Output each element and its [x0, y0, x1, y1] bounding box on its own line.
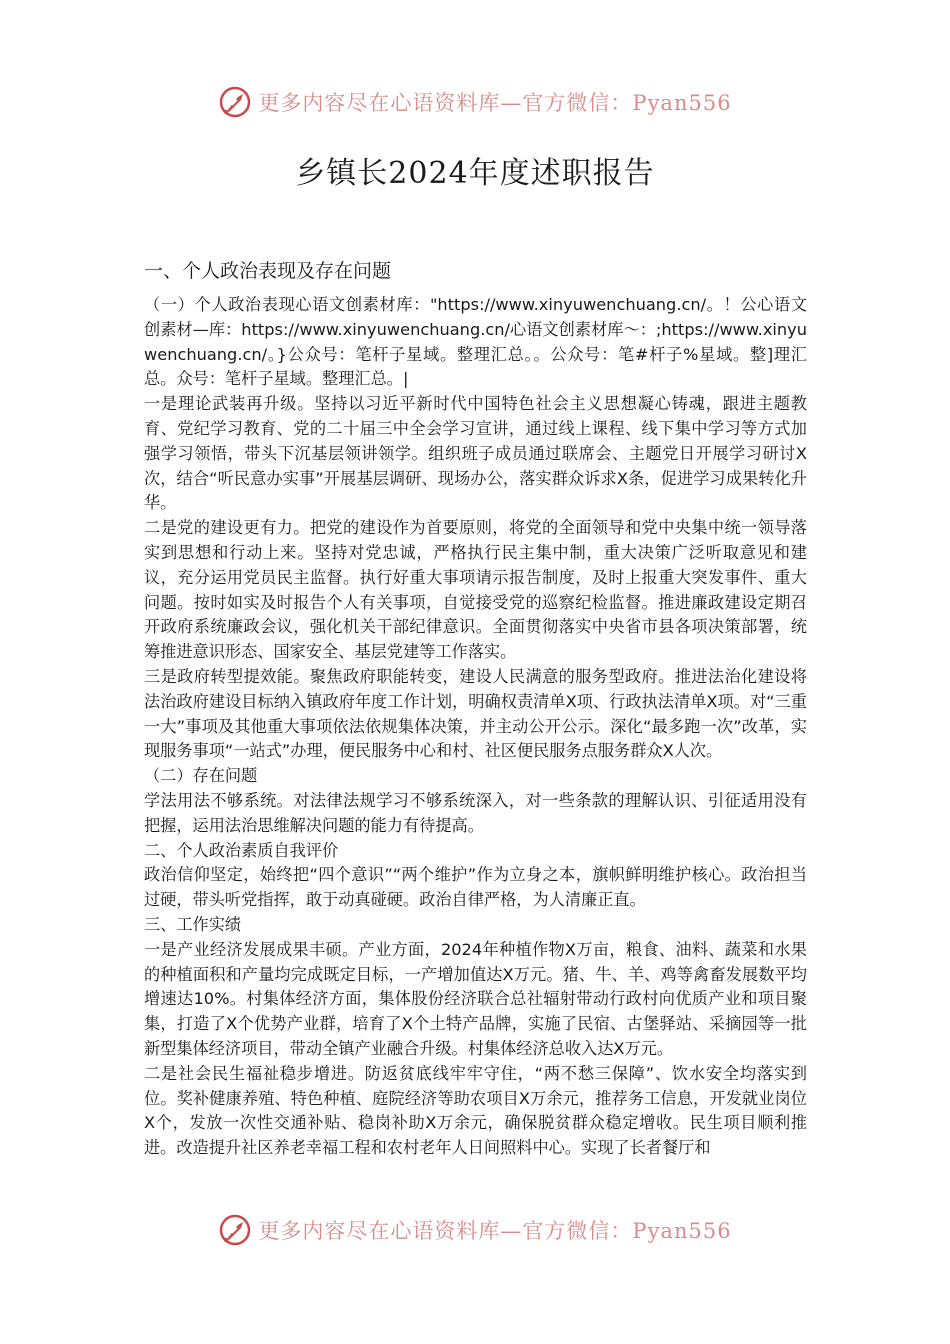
document-body	[144, 293, 807, 1161]
watermark-banner-bottom	[0, 1210, 950, 1250]
subheading-self-evaluation: 二、个人政治素质自我评价	[144, 840, 339, 860]
paragraph-party-building: 二是党的建设更有力。把党的建设作为首要原则，将党的全面领导和党中央集中统一领导落实到思想和行动上来。坚持对党忠诚，严格执行民主集中制，重大决策广泛听取意见和建议，充分运用党员民主监督。执行好重大事项请示报告制度，及时上报重大突发事件、重大问题。按时如实及时报告个人有关事项，自觉接受党的巡察纪检监督。推进廉政建设定期召开政府系统廉政会议，强化机关干部纪律意识。全面贯彻落实中央省市县各项决策部署，统筹推进意识形态、国家安全、基层党建等工作落实。	[144, 518, 807, 662]
watermark-text: 更多内容尽在心语资料库—官方微信：Pyan556	[258, 91, 732, 115]
paragraph-social-welfare: 二是社会民生福祉稳步增进。防返贫底线牢牢守住，“两不愁三保障”、饮水安全均落实到位。奖补健康养殖、特色种植、庭院经济等助农项目X万余元，推荐务工信息，开发就业岗位X个，发放一次性交通补贴、稳岗补助X万余元，确保脱贫群众稳定增收。民生项目顺利推进。改造提升社区养老幸福工程和农村老年人日间照料中心。实现了长者餐厅和	[144, 1063, 807, 1158]
paragraph-law-study: 学法用法不够系统。对法律法规学习不够系统深入，对一些条款的理解认识、引征适用没有把握，运用法治思维解决问题的能力有待提高。	[144, 790, 807, 835]
paragraph-theory-study: 一是理论武装再升级。坚持以习近平新时代中国特色社会主义思想凝心铸魂，跟进主题教育、党纪学习教育、党的二十届三中全会学习宣讲，通过线上课程、线下集中学习等方式加强学习领悟，带头下沉基层领讲领学。组织班子成员通过联席会、主题党日开展学习研讨X次，结合“听民意办实事”开展基层调研、现场办公，落实群众诉求X条，促进学习成果转化升华。	[144, 394, 807, 513]
section-heading: 一、个人政治表现及存在问题	[144, 260, 392, 282]
subheading-existing-problems: （二）存在问题	[144, 766, 258, 786]
watermark-text: 更多内容尽在心语资料库—官方微信：Pyan556	[258, 1219, 732, 1243]
paragraph-industrial-economy: 一是产业经济发展成果丰硕。产业方面，2024年种植作物X万亩，粮食、油料、蔬菜和水果的种植面积和产量均完成既定目标，一产增加值达X万元。猪、牛、羊、鸡等禽畜发展数平均增速达10%。村集体经济方面，集体股份经济联合总社辐射带动行政村向优质产业和项目聚集，打造了X个优势产业群，培育了X个土特产品牌，实施了民宿、古堡驿站、采摘园等一批新型集体经济项目，带动全镇产业融合升级。村集体经济总收入达X万元。	[144, 939, 807, 1058]
pen-nib-logo-icon	[218, 85, 252, 119]
subheading-work-achievements: 三、工作实绩	[144, 914, 242, 934]
paragraph-government-transformation: 三是政府转型提效能。聚焦政府职能转变，建设人民满意的服务型政府。推进法治化建设将法治政府建设目标纳入镇政府年度工作计划，明确权责清单X项、行政执法清单X项。对“三重一大”事项及其他重大事项依法依规集体决策，并主动公开公示。深化“最多跑一次”改革，实现服务事项“一站式”办理，便民服务中心和村、社区便民服务点服务群众X人次。	[144, 666, 807, 761]
pen-nib-logo-icon	[218, 1213, 252, 1247]
watermark-banner-top	[0, 82, 950, 122]
document-title: 乡镇长2024年度述职报告	[295, 156, 655, 191]
paragraph-political-performance: （一）个人政治表现心语文创素材库："https://www.xinyuwenchuang.cn/。！公心语文创素材—库：https://www.xinyuwenchuang.cn/心语文创素材库～：;https://www.xinyuwenchuang.cn/。}公众号：笔杆子星域。整理汇总。。公众号：笔#杆子%星域。整]理汇总。众号：笔杆子星域。整理汇总。|	[144, 295, 807, 389]
paragraph-political-belief: 政治信仰坚定，始终把“四个意识”“两个维护”作为立身之本，旗帜鲜明维护核心。政治担当过硬，带头听党指挥，敢于动真碰硬。政治自律严格，为人清廉正直。	[144, 865, 807, 910]
